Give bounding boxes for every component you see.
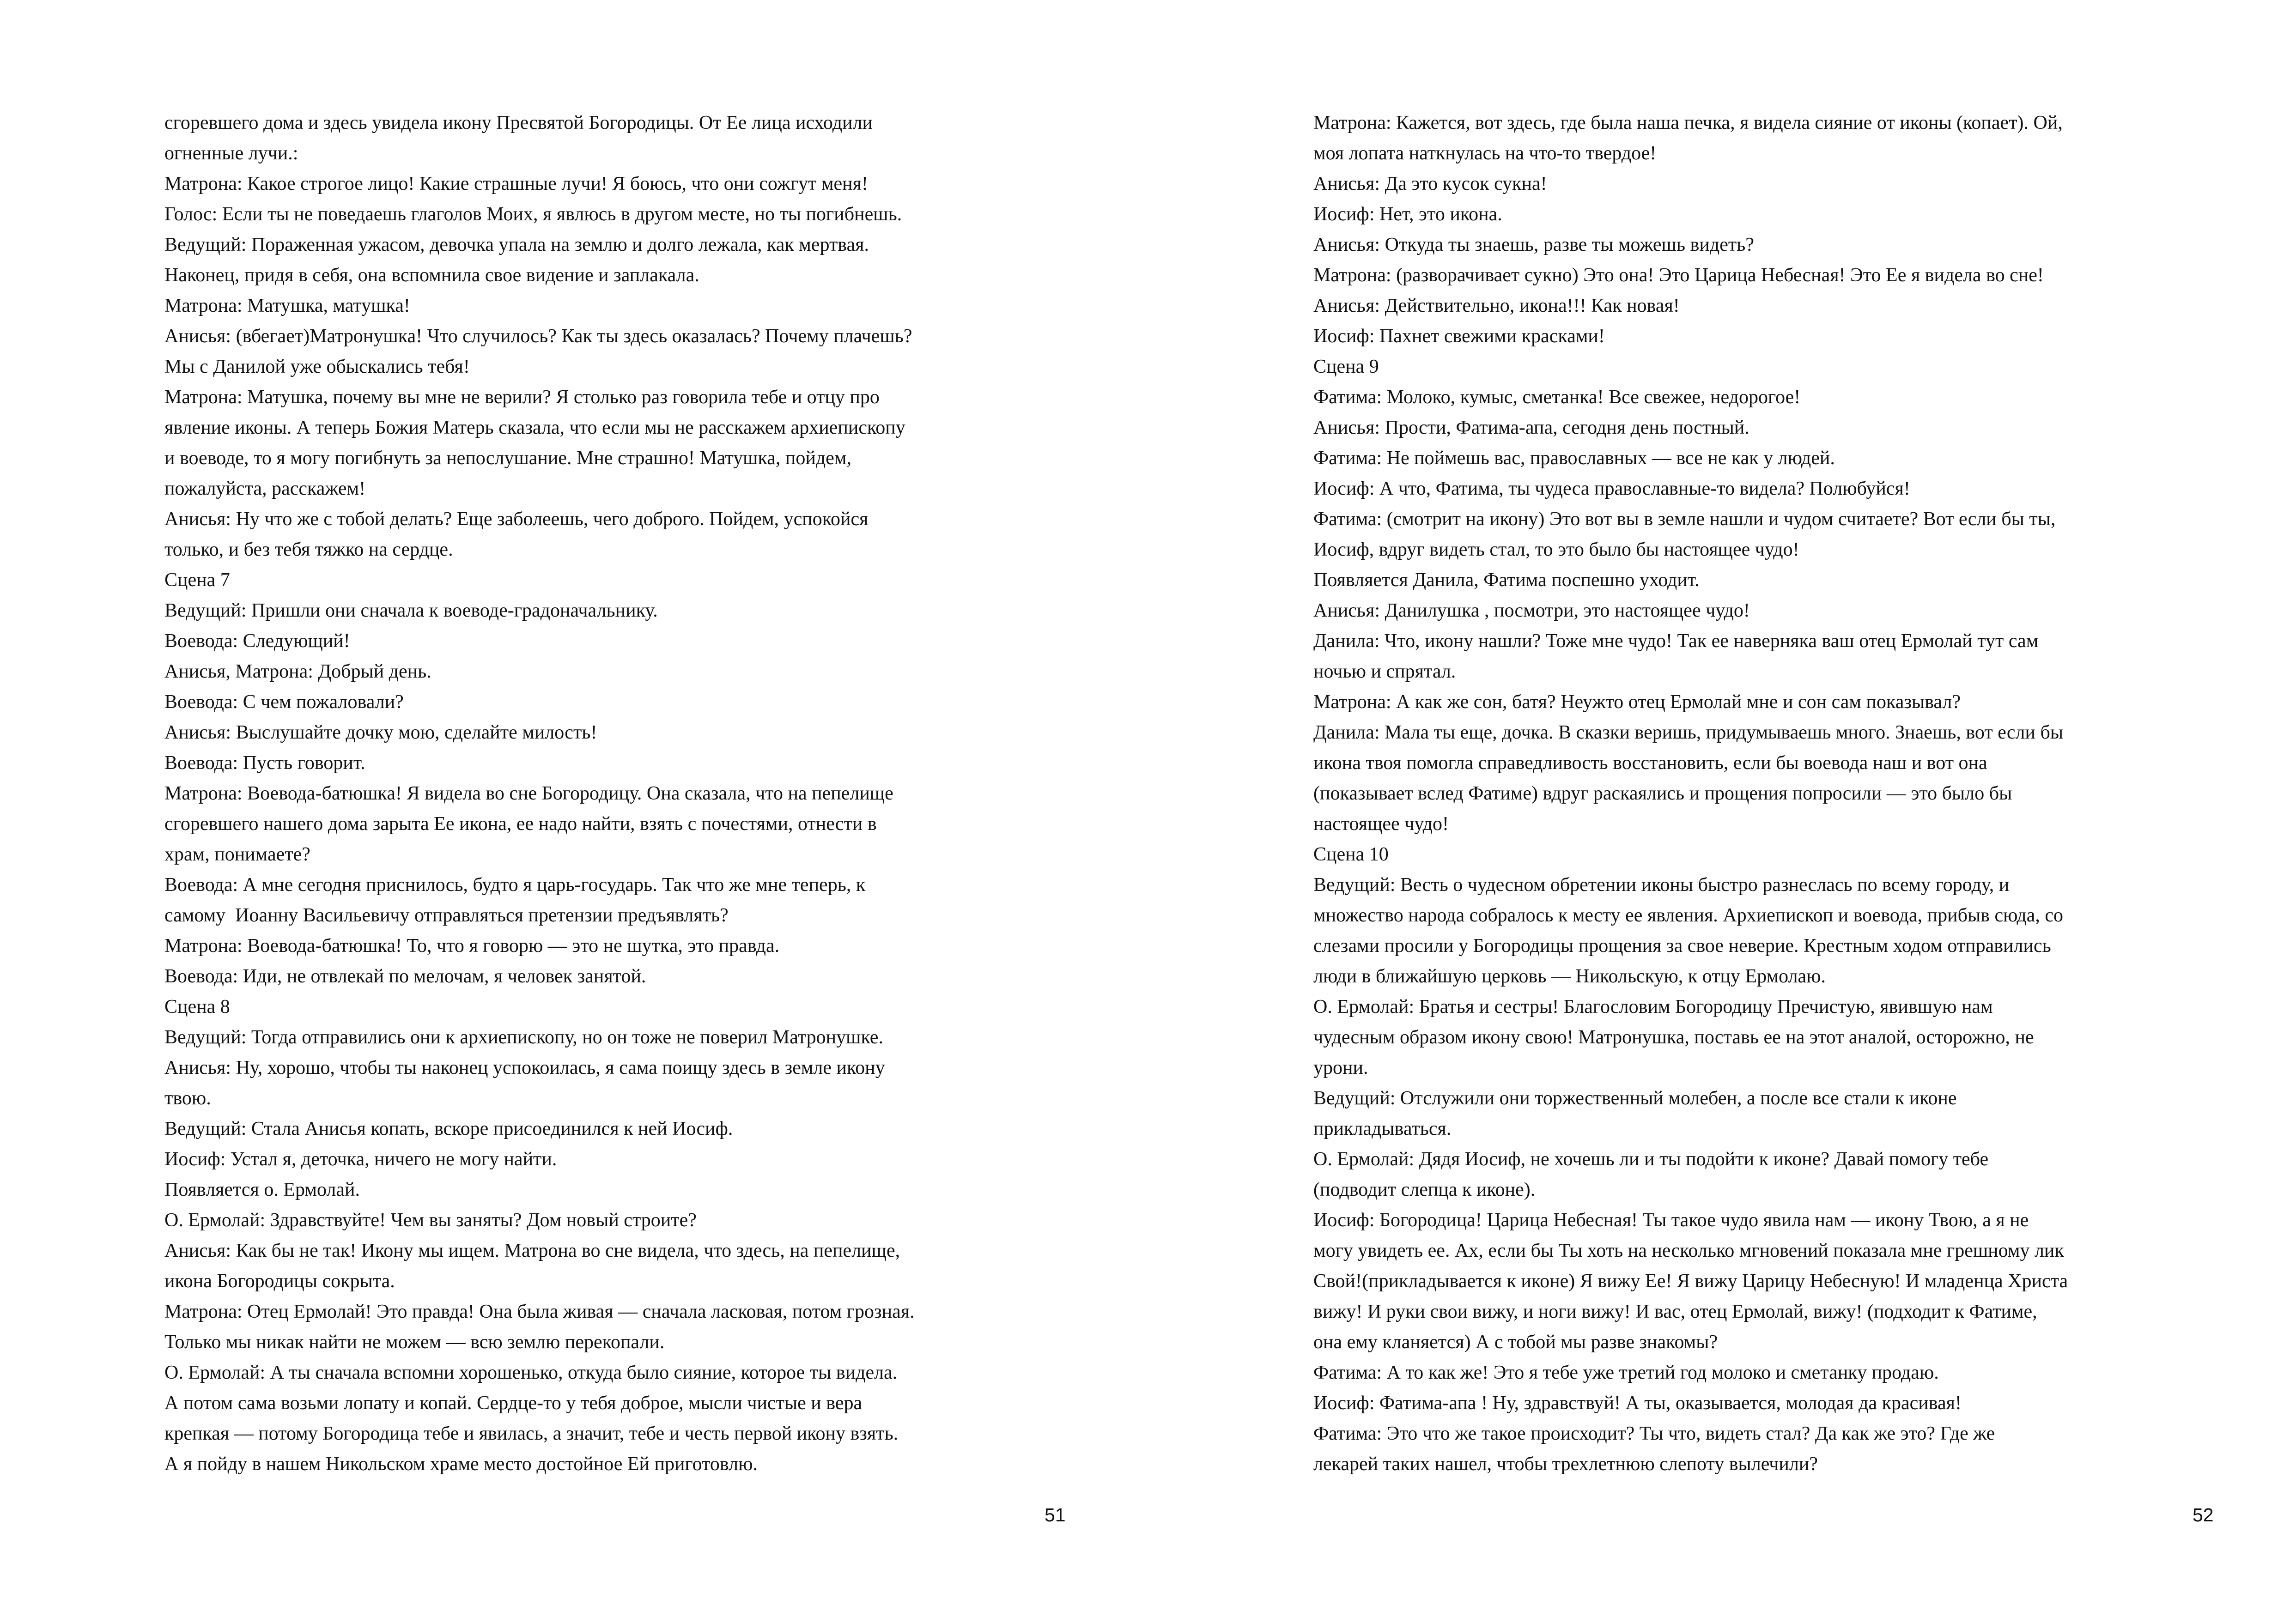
text-line: Появляется Данила, Фатима поспешно уходит.: [1313, 569, 1700, 591]
text-line: могу увидеть ее. Ах, если бы Ты хоть на несколько мгновений показала мне грешному лик: [1313, 1240, 2064, 1261]
text-line: слезами просили у Богородицы прощения за свое неверие. Крестным ходом отправились: [1313, 935, 2051, 957]
text-line: Матрона: Кажется, вот здесь, где была наша печка, я видела сияние от иконы (копает). Ой,: [1313, 112, 2063, 133]
text-line: Появляется о. Ермолай.: [164, 1179, 360, 1200]
text-line: явление иконы. А теперь Божия Матерь сказала, что если мы не расскажем архиепископу: [164, 417, 905, 438]
text-line: О. Ермолай: Братья и сестры! Благословим Богородицу Пречистую, явившую нам: [1313, 996, 1993, 1017]
text-line: Данила: Что, икону нашли? Тоже мне чудо! Так ее наверняка ваш отец Ермолай тут сам: [1313, 630, 2039, 652]
text-line: сгоревшего дома и здесь увидела икону Пресвятой Богородицы. От Ее лица исходили: [164, 112, 873, 133]
text-line: Анисья: Ну что же с тобой делать? Еще заболеешь, чего доброго. Пойдем, успокойся: [164, 509, 869, 530]
text-line: Иосиф: Нет, это икона.: [1313, 204, 1502, 225]
text-line: Мы с Данилой уже обыскались тебя!: [164, 356, 470, 377]
text-line: Фатима: Это что же такое происходит? Ты что, видеть стал? Да как же это? Где же: [1313, 1423, 1995, 1444]
text-line: Ведущий: Тогда отправились они к архиепископу, но он тоже не поверил Матронушке.: [164, 1027, 883, 1048]
text-line: урони.: [1313, 1057, 1368, 1078]
text-line: Иосиф, вдруг видеть стал, то это было бы настоящее чудо!: [1313, 539, 1799, 560]
text-line: вижу! И руки свои вижу, и ноги вижу! И вас, отец Ермолай, вижу! (подходит к Фатиме,: [1313, 1301, 2037, 1322]
text-line: Матрона: Отец Ермолай! Это правда! Она была живая — сначала ласковая, потом грозная.: [164, 1301, 915, 1322]
text-line: моя лопата наткнулась на что-то твердое!: [1313, 143, 1657, 164]
text-line: Свой!(прикладывается к иконе) Я вижу Ее! Я вижу Царицу Небесную! И младенца Христа: [1313, 1271, 2068, 1292]
text-line: и воеводе, то я могу погибнуть за непослушание. Мне страшно! Матушка, пойдем,: [164, 448, 851, 469]
text-line: Матрона: Воевода-батюшка! Я видела во сне Богородицу. Она сказала, что на пепелище: [164, 783, 893, 804]
text-line: Только мы никак найти не можем — всю землю перекопали.: [164, 1332, 665, 1353]
text-line: Иосиф: А что, Фатима, ты чудеса православные-то видела? Полюбуйся!: [1313, 478, 1910, 499]
text-line: Анисья: Откуда ты знаешь, разве ты можешь видеть?: [1313, 234, 1754, 255]
text-line: Анисья: Как бы не так! Икону мы ищем. Матрона во сне видела, что здесь, на пепелище,: [164, 1240, 900, 1261]
text-line: Сцена 8: [164, 996, 230, 1017]
text-line: Голос: Если ты не поведаешь глаголов Моих, я явлюсь в другом месте, но ты погибнешь.: [164, 204, 902, 225]
text-line: Фатима: Не поймешь вас, православных — все не как у людей.: [1313, 448, 1835, 469]
text-line: Анисья, Матрона: Добрый день.: [164, 661, 431, 682]
text-line: Фатима: (смотрит на икону) Это вот вы в земле нашли и чудом считаете? Вот если бы ты,: [1313, 509, 2056, 530]
text-line: огненные лучи.:: [164, 143, 298, 164]
text-line: Иосиф: Богородица! Царица Небесная! Ты такое чудо явила нам — икону Твою, а я не: [1313, 1210, 2029, 1231]
text-line: Воевода: Пусть говорит.: [164, 752, 365, 774]
text-line: Матрона: А как же сон, батя? Неужто отец Ермолай мне и сон сам показывал?: [1313, 691, 1961, 713]
page-number-left: 51: [1045, 1504, 1066, 1526]
text-line: Воевода: С чем пожаловали?: [164, 691, 404, 713]
right-page-text: [1313, 108, 2068, 1479]
text-line: храм, понимаете?: [164, 844, 310, 865]
text-line: Иосиф: Устал я, деточка, ничего не могу найти.: [164, 1149, 557, 1170]
text-line: Матрона: Какое строгое лицо! Какие страшные лучи! Я боюсь, что они сожгут меня!: [164, 173, 868, 194]
page-number-right: 52: [2193, 1504, 2214, 1526]
text-line: Наконец, придя в себя, она вспомнила свое видение и заплакала.: [164, 265, 699, 286]
text-line: Анисья: Да это кусок сукна!: [1313, 173, 1547, 194]
text-line: только, и без тебя тяжко на сердце.: [164, 539, 453, 560]
text-line: Воевода: Иди, не отвлекай по мелочам, я человек занятой.: [164, 966, 646, 987]
text-line: Анисья: (вбегает)Матронушка! Что случилось? Как ты здесь оказалась? Почему плачешь?: [164, 326, 912, 347]
text-line: прикладываться.: [1313, 1118, 1452, 1139]
text-line: Матрона: Матушка, матушка!: [164, 295, 410, 316]
text-line: (подводит слепца к иконе).: [1313, 1179, 1536, 1200]
text-line: крепкая — потому Богородица тебе и явилась, а значит, тебе и честь первой икону взять.: [164, 1423, 899, 1444]
text-line: люди в ближайшую церковь — Никольскую, к отцу Ермолаю.: [1313, 966, 1826, 987]
text-line: Ведущий: Отслужили они торжественный молебен, а после все стали к иконе: [1313, 1088, 1957, 1109]
text-line: ночью и спрятал.: [1313, 661, 1456, 682]
text-line: она ему кланяется) А с тобой мы разве знакомы?: [1313, 1332, 1718, 1353]
text-line: О. Ермолай: Дядя Иосиф, не хочешь ли и ты подойти к иконе? Давай помогу тебе: [1313, 1149, 1989, 1170]
text-line: Матрона: (разворачивает сукно) Это она! Это Царица Небесная! Это Ее я видела во сне!: [1313, 265, 2044, 286]
text-line: Анисья: Данилушка , посмотри, это настоящее чудо!: [1313, 600, 1750, 621]
text-line: самому Иоанну Васильевичу отправляться претензии предъявлять?: [164, 905, 729, 926]
text-line: Анисья: Ну, хорошо, чтобы ты наконец успокоилась, я сама поищу здесь в земле икону: [164, 1057, 885, 1078]
text-line: икона твоя помогла справедливость восстановить, если бы воевода наш и вот она: [1313, 752, 1987, 774]
text-line: А я пойду в нашем Никольском храме место достойное Ей приготовлю.: [164, 1453, 758, 1475]
text-line: Анисья: Выслушайте дочку мою, сделайте милость!: [164, 722, 597, 743]
text-line: Анисья: Прости, Фатима-апа, сегодня день постный.: [1313, 417, 1749, 438]
text-line: Анисья: Действительно, икона!!! Как новая!: [1313, 295, 1680, 316]
text-line: Ведущий: Пораженная ужасом, девочка упала на землю и долго лежала, как мертвая.: [164, 234, 869, 255]
text-line: А потом сама возьми лопату и копай. Сердце-то у тебя доброе, мысли чистые и вера: [164, 1393, 863, 1414]
text-line: Фатима: Молоко, кумыс, сметанка! Все свежее, недорогое!: [1313, 387, 1801, 408]
text-line: Матрона: Матушка, почему вы мне не верили? Я столько раз говорила тебе и отцу про: [164, 387, 880, 408]
text-line: О. Ермолай: Здравствуйте! Чем вы заняты? Дом новый строите?: [164, 1210, 697, 1231]
text-line: лекарей таких нашел, чтобы трехлетнюю слепоту вылечили?: [1313, 1453, 1818, 1475]
text-line: Сцена 9: [1313, 356, 1379, 377]
text-line: чудесным образом икону свою! Матронушка, поставь ее на этот аналой, осторожно, не: [1313, 1027, 2034, 1048]
text-line: твою.: [164, 1088, 211, 1109]
text-line: О. Ермолай: А ты сначала вспомни хорошенько, откуда было сияние, которое ты видела.: [164, 1362, 898, 1383]
text-line: Воевода: А мне сегодня приснилось, будто я царь-государь. Так что же мне теперь, к: [164, 874, 866, 896]
left-page-text: [164, 108, 915, 1479]
text-line: сгоревшего нашего дома зарыта Ее икона, ее надо найти, взять с почестями, отнести в: [164, 813, 877, 835]
text-line: (показывает вслед Фатиме) вдруг раскаялись и прощения попросили — это было бы: [1313, 783, 2012, 804]
text-line: Ведущий: Пришли они сначала к воеводе-градоначальнику.: [164, 600, 658, 621]
text-line: Ведущий: Весть о чудесном обретении иконы быстро разнеслась по всему городу, и: [1313, 874, 2010, 896]
text-line: икона Богородицы сокрыта.: [164, 1271, 395, 1292]
text-line: Ведущий: Стала Анисья копать, вскоре присоединился к ней Иосиф.: [164, 1118, 733, 1139]
text-line: Матрона: Воевода-батюшка! То, что я говорю — это не шутка, это правда.: [164, 935, 780, 957]
text-line: Сцена 10: [1313, 844, 1389, 865]
text-line: пожалуйста, расскажем!: [164, 478, 366, 499]
text-line: Воевода: Следующий!: [164, 630, 350, 652]
text-line: Иосиф: Фатима-апа ! Ну, здравствуй! А ты, оказывается, молодая да красивая!: [1313, 1393, 1962, 1414]
right-page: [1148, 0, 2296, 1623]
text-line: Фатима: А то как же! Это я тебе уже третий год молоко и сметанку продаю.: [1313, 1362, 1939, 1383]
text-line: настоящее чудо!: [1313, 813, 1449, 835]
text-line: Данила: Мала ты еще, дочка. В сказки веришь, придумываешь много. Знаешь, вот если бы: [1313, 722, 2064, 743]
text-line: множество народа собралось к месту ее явления. Архиепископ и воевода, прибыв сюда, со: [1313, 905, 2064, 926]
text-line: Сцена 7: [164, 569, 230, 591]
text-line: Иосиф: Пахнет свежими красками!: [1313, 326, 1605, 347]
